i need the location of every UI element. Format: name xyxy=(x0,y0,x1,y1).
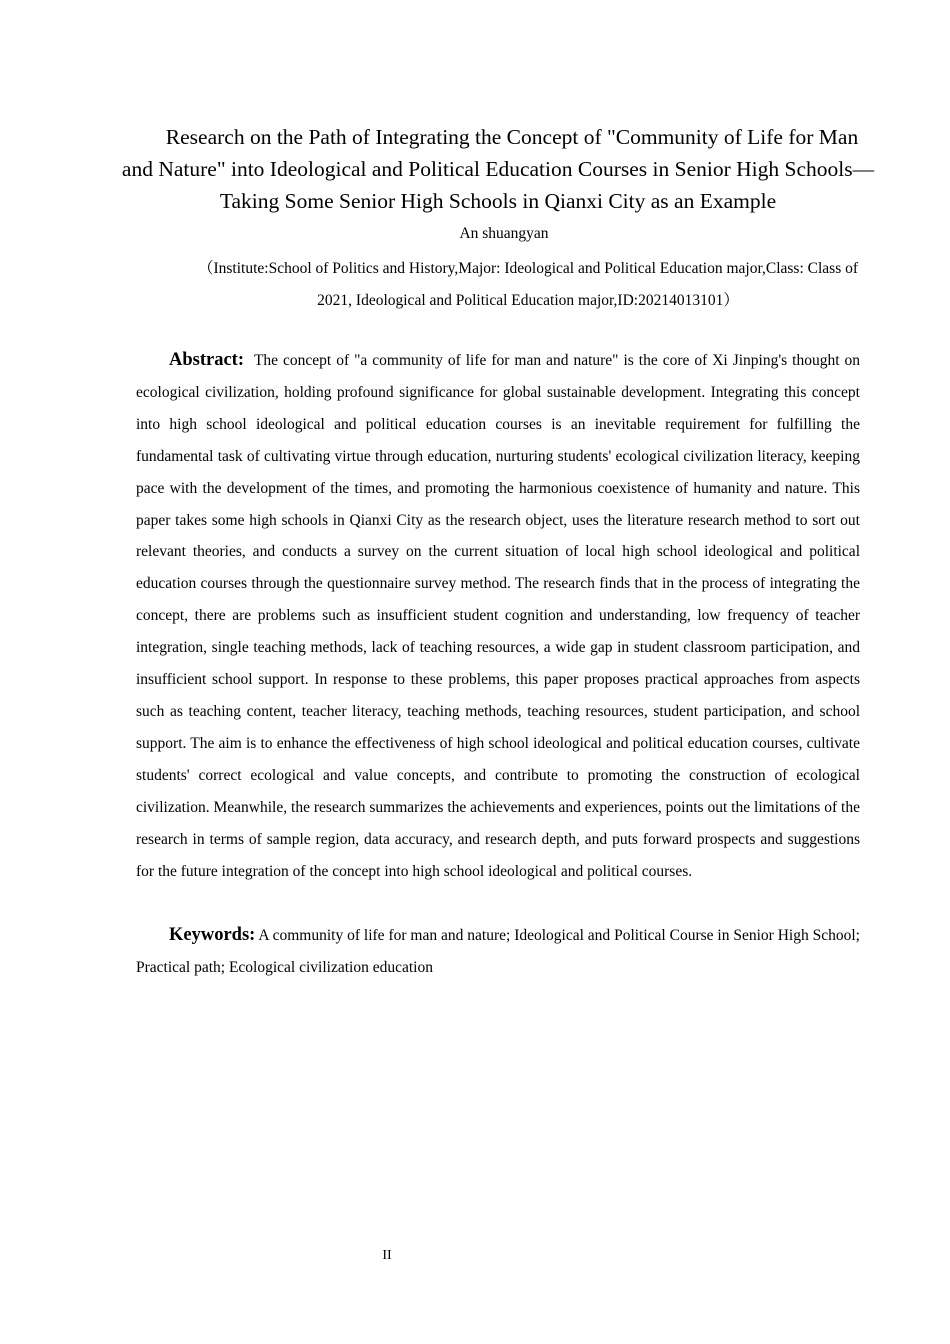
keywords-text: A community of life for man and nature; Ideological and Political Course in Senior High School; Practical path; Ecological civilization education xyxy=(136,927,860,976)
keywords-paragraph xyxy=(136,920,860,984)
page-number: II xyxy=(382,1248,392,1263)
paper-title: Research on the Path of Integrating the Concept of "Community of Life for Man and Nature" into Ideological and Political Education Courses in Senior High Schools—Taking Some Senior High Schools in Qianxi City as an Example xyxy=(121,125,875,213)
abstract-text: The concept of "a community of life for man and nature" is the core of Xi Jinping's thought on ecological civilization, holding profound significance for global sustainable development. Integrating this concept into high school ideological and political education courses is an inevitable requirement for fulfilling the fundamental task of cultivating virtue through education, nurturing students' ecological civilization literacy, keeping pace with the development of the times, and promoting the harmonious coexistence of humanity and nature. This paper takes some high schools in Qianxi City as the research object, uses the literature research method to sort out relevant theories, and conducts a survey on the current situation of local high school ideological and political education courses through the questionnaire survey method. The research finds that in the process of integrating the concept, there are problems such as insufficient student cognition and understanding, low frequency of teacher integration, single teaching methods, lack of teaching resources, a wide gap in student classroom participation, and insufficient school support. In response to these problems, this paper proposes practical approaches from aspects such as teaching content, teacher literacy, teaching methods, teaching resources, student participation, and school support. The aim is to enhance the effectiveness of high school ideological and political education courses, cultivate students' correct ecological and value concepts, and contribute to promoting the construction of ecological civilization. Meanwhile, the research summarizes the achievements and experiences, points out the limitations of the research in terms of sample region, data accuracy, and research depth, and puts forward prospects and suggestions for the future integration of the concept into high school ideological and political courses. xyxy=(136,352,860,880)
abstract-label: Abstract: xyxy=(169,350,245,370)
author-affiliation: （Institute:School of Politics and History,Major: Ideological and Political Education major,Class: Class of 2021, Ideological and Political Education major,ID:20214013101） xyxy=(197,260,859,309)
abstract-paragraph xyxy=(136,345,860,887)
keywords-label: Keywords: xyxy=(169,925,256,945)
author-name: An shuangyan xyxy=(459,225,549,242)
